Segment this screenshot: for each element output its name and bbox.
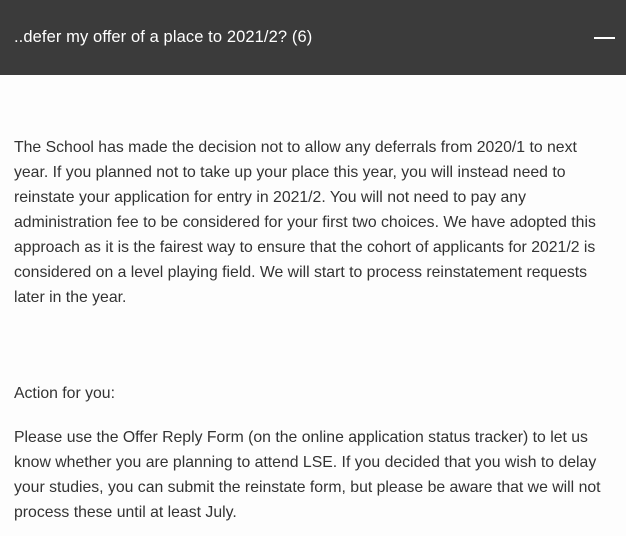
paragraph-line: reinstate your application for entry in 2021/2. You will not need to pay any	[14, 189, 526, 206]
paragraph-line: The School has made the decision not to allow any deferrals from 2020/1 to next	[14, 139, 577, 156]
minus-icon[interactable]	[594, 37, 615, 39]
paragraph-line: administration fee to be considered for your first two choices. We have adopted this	[14, 214, 596, 231]
paragraph-line: considered on a level playing field. We will start to process reinstatement requests	[14, 264, 588, 281]
paragraph-line: approach as it is the fairest way to ensure that the cohort of applicants for 2021/2 is	[14, 239, 596, 256]
paragraph-line: Please use the Offer Reply Form (on the online application status tracker) to let us	[14, 429, 588, 446]
paragraph-line: your studies, you can submit the reinstate form, but please be aware that we will not	[14, 479, 601, 496]
action-paragraph	[14, 425, 612, 525]
accordion-title: ..defer my offer of a place to 2021/2? (6)	[14, 28, 313, 46]
paragraph-line: year. If you planned not to take up your place this year, you will instead need to	[14, 164, 566, 181]
action-heading: Action for you:	[14, 385, 115, 402]
paragraph-line: later in the year.	[14, 289, 127, 306]
accordion-header[interactable]	[0, 0, 626, 75]
deferral-policy-paragraph	[14, 135, 612, 310]
accordion-body	[0, 135, 626, 525]
paragraph-line: process these until at least July.	[14, 504, 237, 521]
paragraph-line: know whether you are planning to attend LSE. If you decided that you wish to delay	[14, 454, 597, 471]
